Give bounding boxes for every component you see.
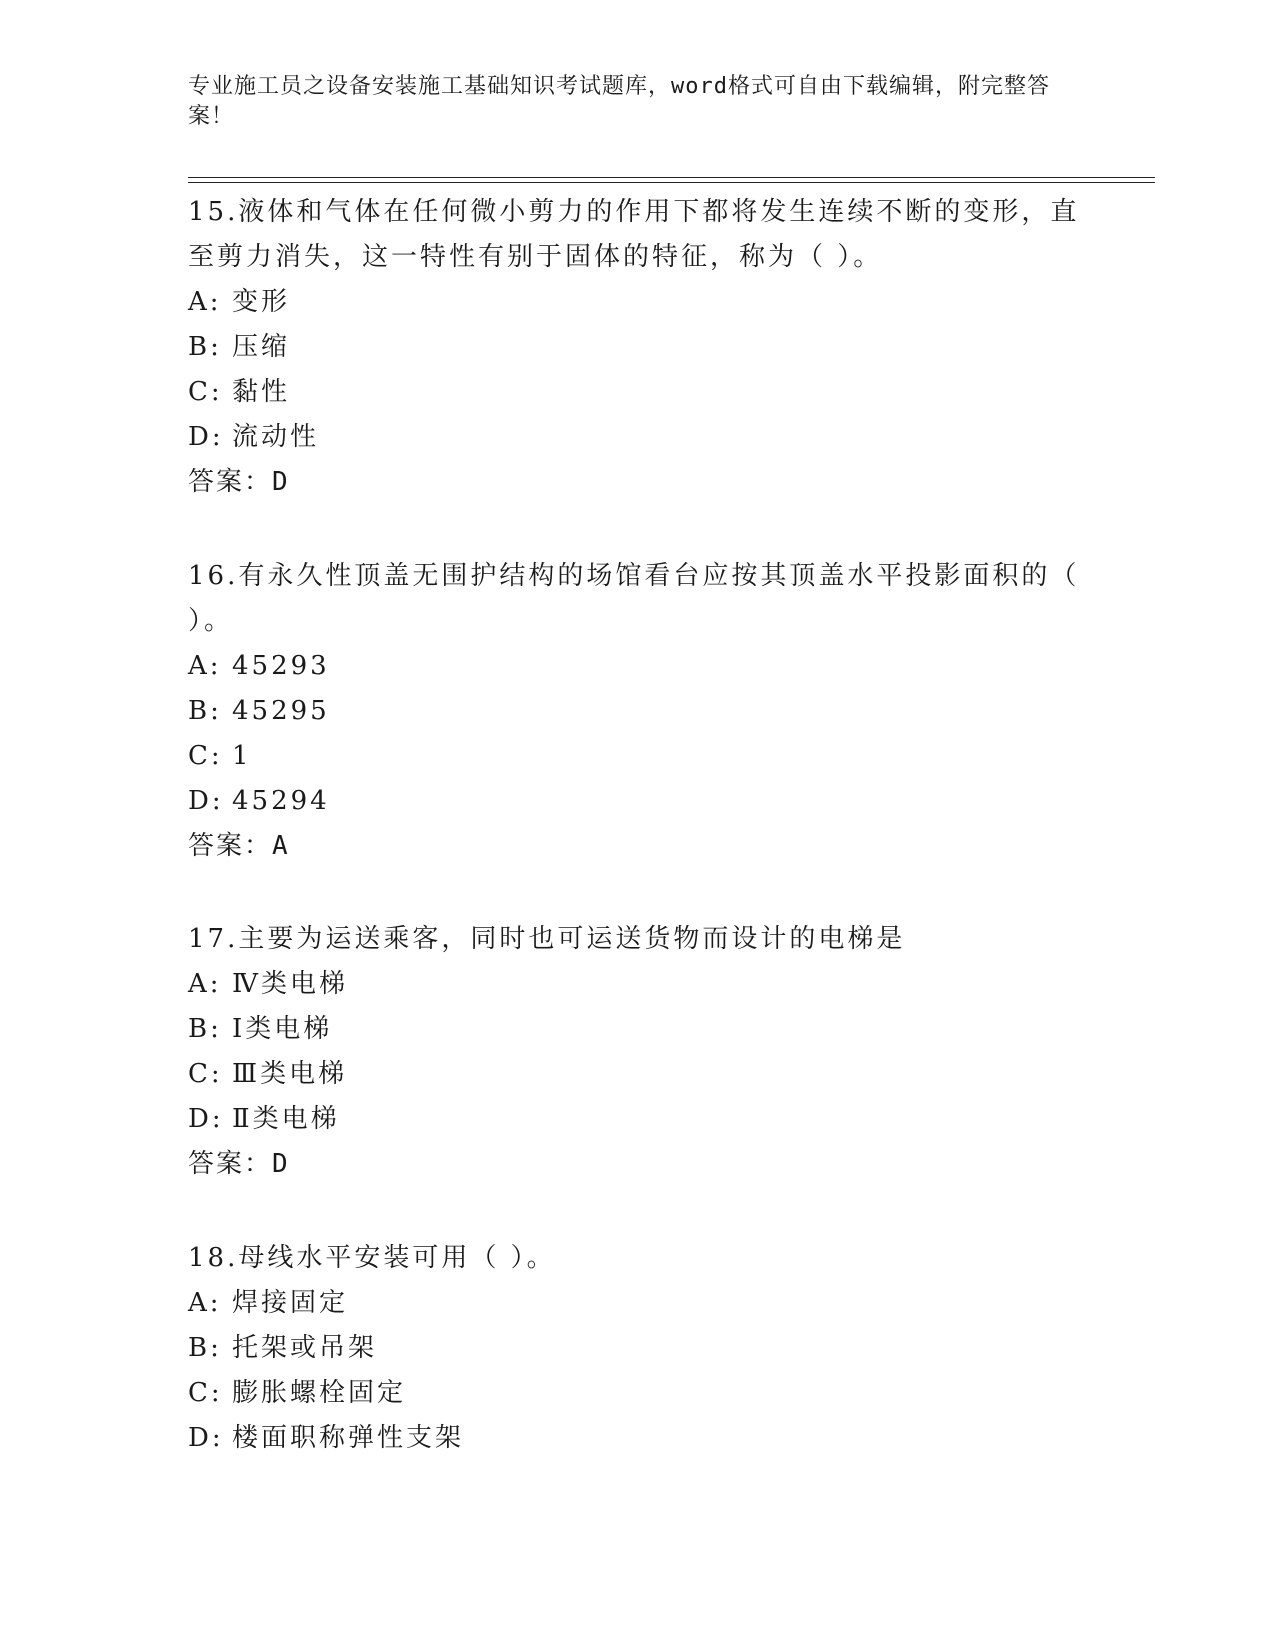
option-d: [188, 1097, 1088, 1142]
question-stem: 17.主要为运送乘客，同时也可运送货物而设计的电梯是: [188, 924, 906, 954]
option-letter: A:: [188, 1288, 222, 1318]
option-text: Ⅱ类电梯: [232, 1104, 340, 1134]
header-divider-top: [188, 177, 1155, 178]
question-stem: 15.液体和气体在任何微小剪力的作用下都将发生连续不断的变形，直至剪力消失，这一特性有别于固体的特征，称为（ ）。: [188, 197, 1080, 272]
option-letter: A:: [188, 651, 222, 681]
option-b: [188, 689, 1088, 734]
question-stem: 18.母线水平安装可用（ ）。: [188, 1243, 556, 1273]
option-letter: D:: [188, 786, 224, 816]
option-b: [188, 325, 1088, 370]
option-a: [188, 280, 1088, 325]
question-17: [188, 917, 1088, 1187]
question-16: [188, 554, 1088, 869]
option-letter: B:: [188, 1014, 222, 1044]
answer-line: 答案：D: [188, 1149, 290, 1179]
option-letter: A:: [188, 287, 222, 317]
question-18: [188, 1236, 1088, 1461]
option-b: [188, 1007, 1088, 1052]
option-letter: A:: [188, 969, 222, 999]
option-text: Ⅲ类电梯: [232, 1059, 348, 1089]
option-b: [188, 1326, 1088, 1371]
document-header: 专业施工员之设备安装施工基础知识考试题库，word格式可自由下载编辑，附完整答案！: [188, 74, 1050, 129]
option-text: 45294: [232, 786, 330, 816]
option-d: [188, 415, 1088, 460]
option-d: [188, 1416, 1088, 1461]
answer-line: 答案：A: [188, 831, 290, 861]
option-text: Ⅳ类电梯: [232, 969, 348, 999]
option-a: [188, 962, 1088, 1007]
option-letter: C:: [188, 377, 223, 407]
option-text: 45293: [232, 651, 330, 681]
option-text: 45295: [232, 696, 330, 726]
option-letter: D:: [188, 1423, 224, 1453]
option-text: 流动性: [232, 422, 320, 452]
option-letter: D:: [188, 422, 224, 452]
option-text: 膨胀螺栓固定: [232, 1378, 407, 1408]
header-divider-bottom: [188, 182, 1155, 183]
option-d: [188, 779, 1088, 824]
option-text: 变形: [232, 287, 291, 317]
question-stem: 16.有永久性顶盖无围护结构的场馆看台应按其顶盖水平投影面积的（ ）。: [188, 561, 1080, 636]
option-text: 1: [232, 741, 252, 771]
question-15: [188, 190, 1088, 505]
option-text: 楼面职称弹性支架: [232, 1423, 465, 1453]
option-text: 压缩: [232, 332, 291, 362]
option-c: [188, 734, 1088, 779]
option-a: [188, 644, 1088, 689]
option-text: Ⅰ类电梯: [232, 1014, 333, 1044]
option-c: [188, 370, 1088, 415]
option-letter: B:: [188, 1333, 222, 1363]
answer-line: 答案：D: [188, 467, 290, 497]
option-text: 焊接固定: [232, 1288, 349, 1318]
option-c: [188, 1371, 1088, 1416]
option-a: [188, 1281, 1088, 1326]
option-letter: C:: [188, 1378, 223, 1408]
option-letter: B:: [188, 696, 222, 726]
option-letter: C:: [188, 741, 223, 771]
option-text: 黏性: [232, 377, 291, 407]
option-c: [188, 1052, 1088, 1097]
option-letter: C:: [188, 1059, 223, 1089]
option-text: 托架或吊架: [232, 1333, 378, 1363]
option-letter: D:: [188, 1104, 224, 1134]
option-letter: B:: [188, 332, 222, 362]
